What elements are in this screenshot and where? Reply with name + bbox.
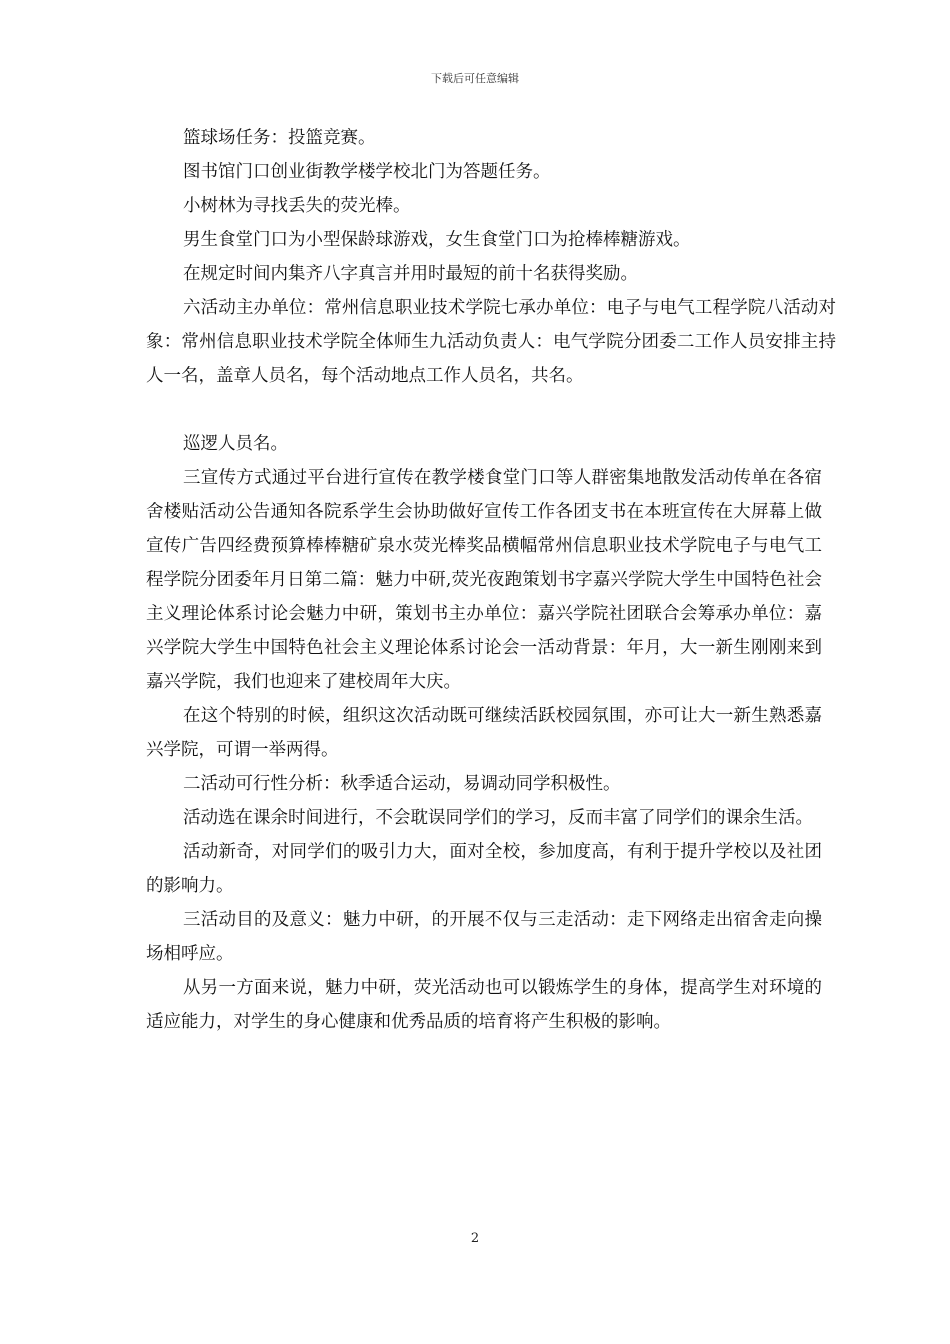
paragraph: 图书馆门口创业街教学楼学校北门为答题任务。 xyxy=(183,162,551,182)
page-header: 下载后可任意编辑 xyxy=(431,72,519,85)
paragraph: 活动新奇，对同学们的吸引力大，面对全校，参加度高，有利于提升学校以及社团的影响力。 xyxy=(146,842,822,896)
paragraph: 六活动主办单位：常州信息职业技术学院七承办单位：电子与电气工程学院八活动对象：常州信息职业技术学院全体师生九活动负责人：电气学院分团委二工作人员安排主持人一名，盖章人员名，每个活动地点工作人员名，共名。 xyxy=(146,298,836,386)
paragraph: 三宣传方式通过平台进行宣传在教学楼食堂门口等人群密集地散发活动传单在各宿舍楼贴活动公告通知各院系学生会协助做好宣传工作各团支书在本班宣传在大屏幕上做宣传广告四经费预算棒棒糖矿泉水荧光棒奖品横幅常州信息职业技术学院电子与电气工程学院分团委年月日第二篇：魅力中研,荧光夜跑策划书字嘉兴学院大学生中国特色社会主义理论体系讨论会魅力中研，策划书主办单位：嘉兴学院社团联合会筹承办单位：嘉兴学院大学生中国特色社会主义理论体系讨论会一活动背景：年月，大一新生刚刚来到嘉兴学院，我们也迎来了建校周年大庆。 xyxy=(146,468,822,692)
paragraph: 男生食堂门口为小型保龄球游戏，女生食堂门口为抢棒棒糖游戏。 xyxy=(183,230,691,250)
paragraph: 二活动可行性分析：秋季适合运动，易调动同学积极性。 xyxy=(183,774,621,794)
paragraph: 在规定时间内集齐八字真言并用时最短的前十名获得奖励。 xyxy=(183,264,638,284)
paragraph: 三活动目的及意义：魅力中研，的开展不仅与三走活动：走下网络走出宿舍走向操场相呼应。 xyxy=(146,910,822,964)
paragraph: 活动选在课余时间进行，不会耽误同学们的学习，反而丰富了同学们的课余生活。 xyxy=(183,808,813,828)
paragraph: 从另一方面来说，魅力中研，荧光活动也可以锻炼学生的身体，提高学生对环境的适应能力，对学生的身心健康和优秀品质的培育将产生积极的影响。 xyxy=(146,978,822,1032)
paragraph: 巡逻人员名。 xyxy=(183,434,288,454)
paragraph: 小树林为寻找丢失的荧光棒。 xyxy=(183,196,411,216)
paragraph: 在这个特别的时候，组织这次活动既可继续活跃校园氛围，亦可让大一新生熟悉嘉兴学院，可谓一举两得。 xyxy=(146,706,822,760)
page-number: 2 xyxy=(470,1231,480,1246)
paragraph: 篮球场任务：投篮竞赛。 xyxy=(183,128,376,148)
document-body xyxy=(146,121,836,1039)
